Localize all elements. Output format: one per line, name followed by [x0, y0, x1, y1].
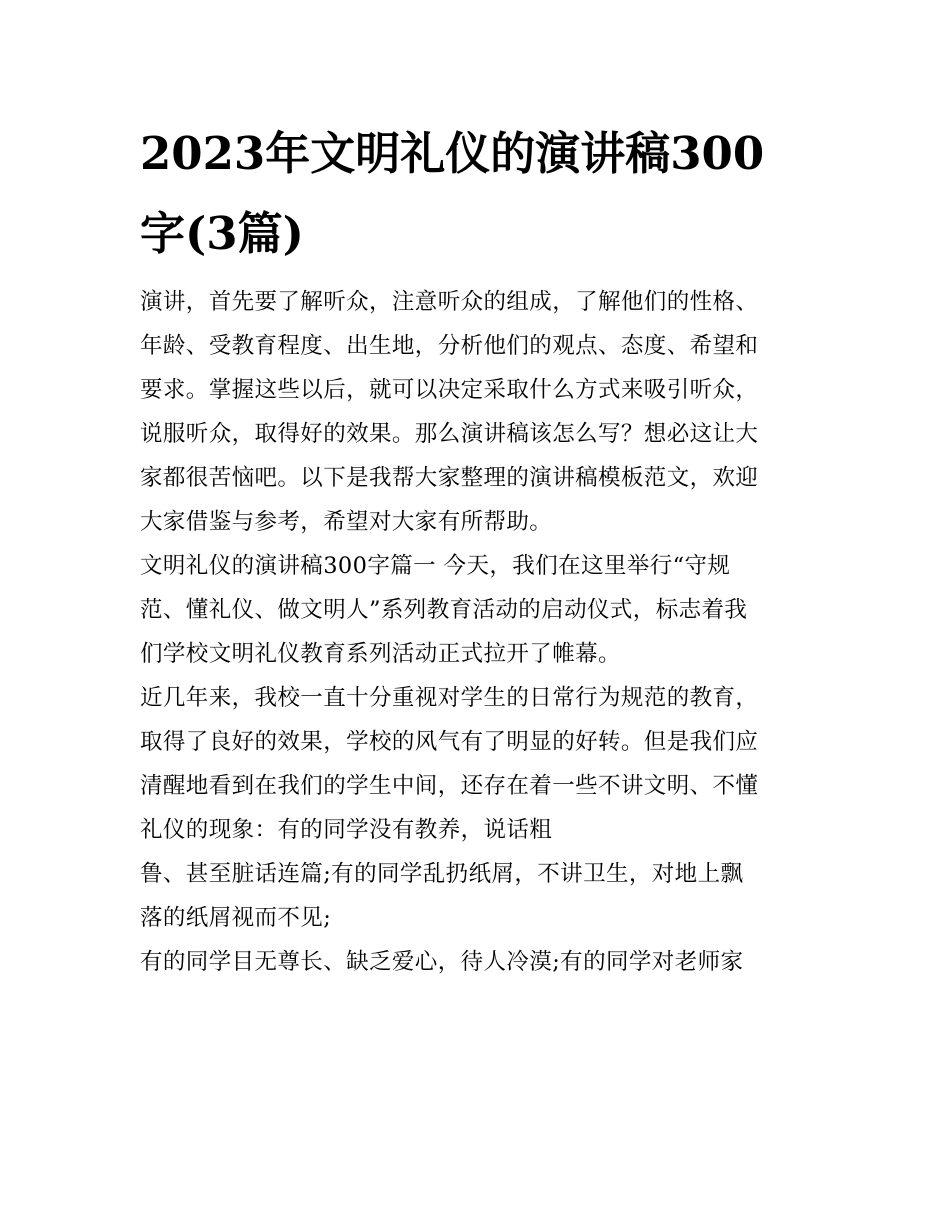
- body-line: 家都很苦恼吧。以下是我帮大家整理的演讲稿模板范文，欢迎: [140, 465, 759, 491]
- body-line: 说服听众，取得好的效果。那么演讲稿该怎么写？想必这让大: [140, 421, 759, 447]
- document-title: [140, 114, 820, 274]
- body-line: 取得了良好的效果，学校的风气有了明显的好转。但是我们应: [140, 729, 759, 755]
- body-line: 要求。掌握这些以后，就可以决定采取什么方式来吸引听众，: [140, 377, 759, 403]
- body-line: 文明礼仪的演讲稿300字篇一 今天，我们在这里举行“守规: [140, 553, 731, 579]
- body-line: 鲁、甚至脏话连篇;有的同学乱扔纸屑，不讲卫生，对地上飘: [140, 861, 744, 887]
- body-line: 有的同学目无尊长、缺乏爱心，待人冷漠;有的同学对老师家: [140, 949, 744, 975]
- body-line: 大家借鉴与参考，希望对大家有所帮助。: [140, 509, 553, 535]
- body-line: 清醒地看到在我们的学生中间，还存在着一些不讲文明、不懂: [140, 773, 759, 799]
- document-body: [140, 280, 820, 984]
- body-line: 近几年来，我校一直十分重视对学生的日常行为规范的教育，: [140, 685, 759, 711]
- body-line: 们学校文明礼仪教育系列活动正式拉开了帷幕。: [140, 641, 621, 667]
- title-line-1: 2023年文明礼仪的演讲稿300: [140, 127, 765, 180]
- body-line: 年龄、受教育程度、出生地，分析他们的观点、态度、希望和: [140, 333, 759, 359]
- title-line-2: 字(3篇): [140, 207, 304, 260]
- body-line: 演讲，首先要了解听众，注意听众的组成，了解他们的性格、: [140, 289, 759, 315]
- document-page: [140, 0, 820, 1229]
- body-line: 落的纸屑视而不见;: [140, 905, 332, 931]
- body-line: 范、懂礼仪、做文明人”系列教育活动的启动仪式，标志着我: [140, 597, 748, 623]
- body-line: 礼仪的现象：有的同学没有教养，说话粗: [140, 817, 553, 843]
